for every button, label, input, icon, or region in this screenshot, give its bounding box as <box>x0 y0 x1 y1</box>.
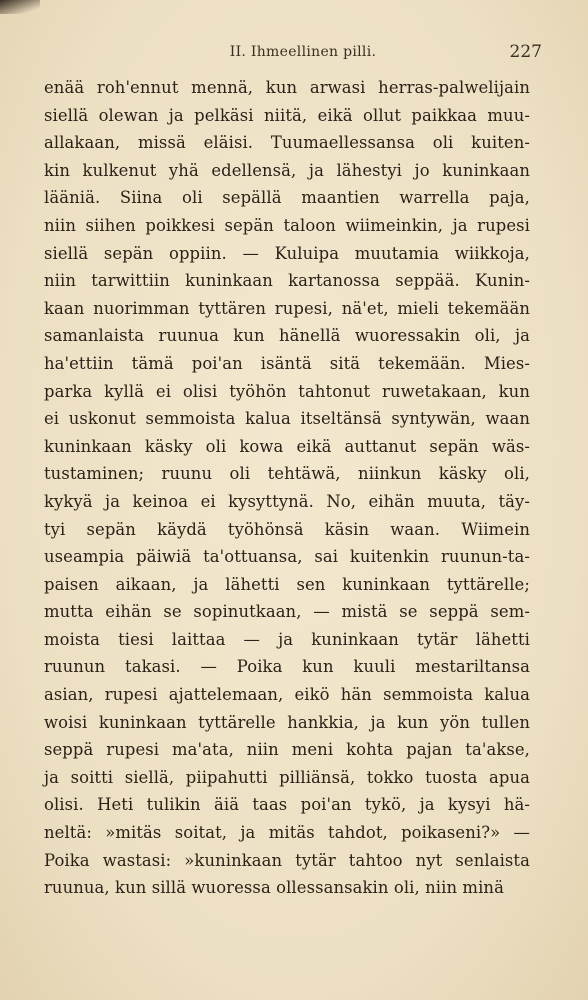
text-line: ei uskonut semmoista kalua itseltänsä syntywän, waan <box>44 409 530 429</box>
text-line: parka kyllä ei olisi työhön tahtonut ruwetakaan, kun <box>44 381 530 401</box>
text-line: kuninkaan käsky oli kowa eikä auttanut sepän wäs- <box>44 436 530 456</box>
text-line: seppä rupesi ma'ata, niin meni kohta pajan ta'akse, <box>44 740 530 760</box>
text-line: tustaminen; ruunu oli tehtäwä, niinkun käsky oli, <box>44 464 530 484</box>
page-number: 227 <box>509 42 542 62</box>
text-line: enää roh'ennut mennä, kun arwasi herras-palwelijain <box>44 78 530 97</box>
text-line: kin kulkenut yhä edellensä, ja lähestyi jo kuninkaan <box>44 160 530 180</box>
text-line: allakaan, missä eläisi. Tuumaellessansa oli kuiten- <box>44 133 530 153</box>
text-line: asian, rupesi ajattelemaan, eikö hän semmoista kalua <box>44 685 530 705</box>
text-line: useampia päiwiä ta'ottuansa, sai kuitenkin ruunun-ta- <box>44 547 530 567</box>
text-line: kaan nuorimman tyttären rupesi, nä'et, mieli tekemään <box>44 298 530 318</box>
text-line: ja soitti siellä, piipahutti pilliänsä, tokko tuosta apua <box>44 767 530 787</box>
text-line: Poika wastasi: »kuninkaan tytär tahtoo nyt senlaista <box>44 850 530 870</box>
text-line: woisi kuninkaan tyttärelle hankkia, ja kun yön tullen <box>44 712 530 732</box>
text-line: ruunua, kun sillä wuoressa ollessansakin oli, niin minä <box>44 878 504 898</box>
text-line: moista tiesi laittaa — ja kuninkaan tytär lähetti <box>44 629 530 649</box>
text-line: ha'ettiin tämä poi'an isäntä sitä tekemään. Mies- <box>44 353 530 373</box>
text-line: paisen aikaan, ja lähetti sen kuninkaan tyttärelle; <box>44 574 530 594</box>
text-line: niin tarwittiin kuninkaan kartanossa seppää. Kunin- <box>44 271 530 291</box>
text-line: siellä sepän oppiin. — Kuluipa muutamia wiikkoja, <box>44 243 530 263</box>
text-line: lääniä. Siina oli sepällä maantien warrella paja, <box>44 188 530 208</box>
text-line: olisi. Heti tulikin äiä taas poi'an tykö, ja kysyi hä- <box>44 795 530 815</box>
text-line: tyi sepän käydä työhönsä käsin waan. Wiimein <box>44 519 530 539</box>
text-line: neltä: »mitäs soitat, ja mitäs tahdot, poikaseni?» — <box>44 823 530 843</box>
page-corner-shadow <box>0 0 40 14</box>
running-title: II. Ihmeellinen pilli. <box>229 44 377 60</box>
text-line: ruunun takasi. — Poika kun kuuli mestariltansa <box>44 657 530 677</box>
text-line: kykyä ja keinoa ei kysyttynä. No, eihän muuta, täy- <box>44 491 530 511</box>
text-line: mutta eihän se sopinutkaan, — mistä se seppä sem- <box>44 602 530 622</box>
text-line: niin siihen poikkesi sepän taloon wiimeinkin, ja rupesi <box>44 215 530 235</box>
text-line: samanlaista ruunua kun hänellä wuoressakin oli, ja <box>44 326 530 346</box>
body-text <box>44 74 530 902</box>
text-line: siellä olewan ja pelkäsi niitä, eikä ollut paikkaa muu- <box>44 105 530 125</box>
page-header <box>44 44 544 66</box>
